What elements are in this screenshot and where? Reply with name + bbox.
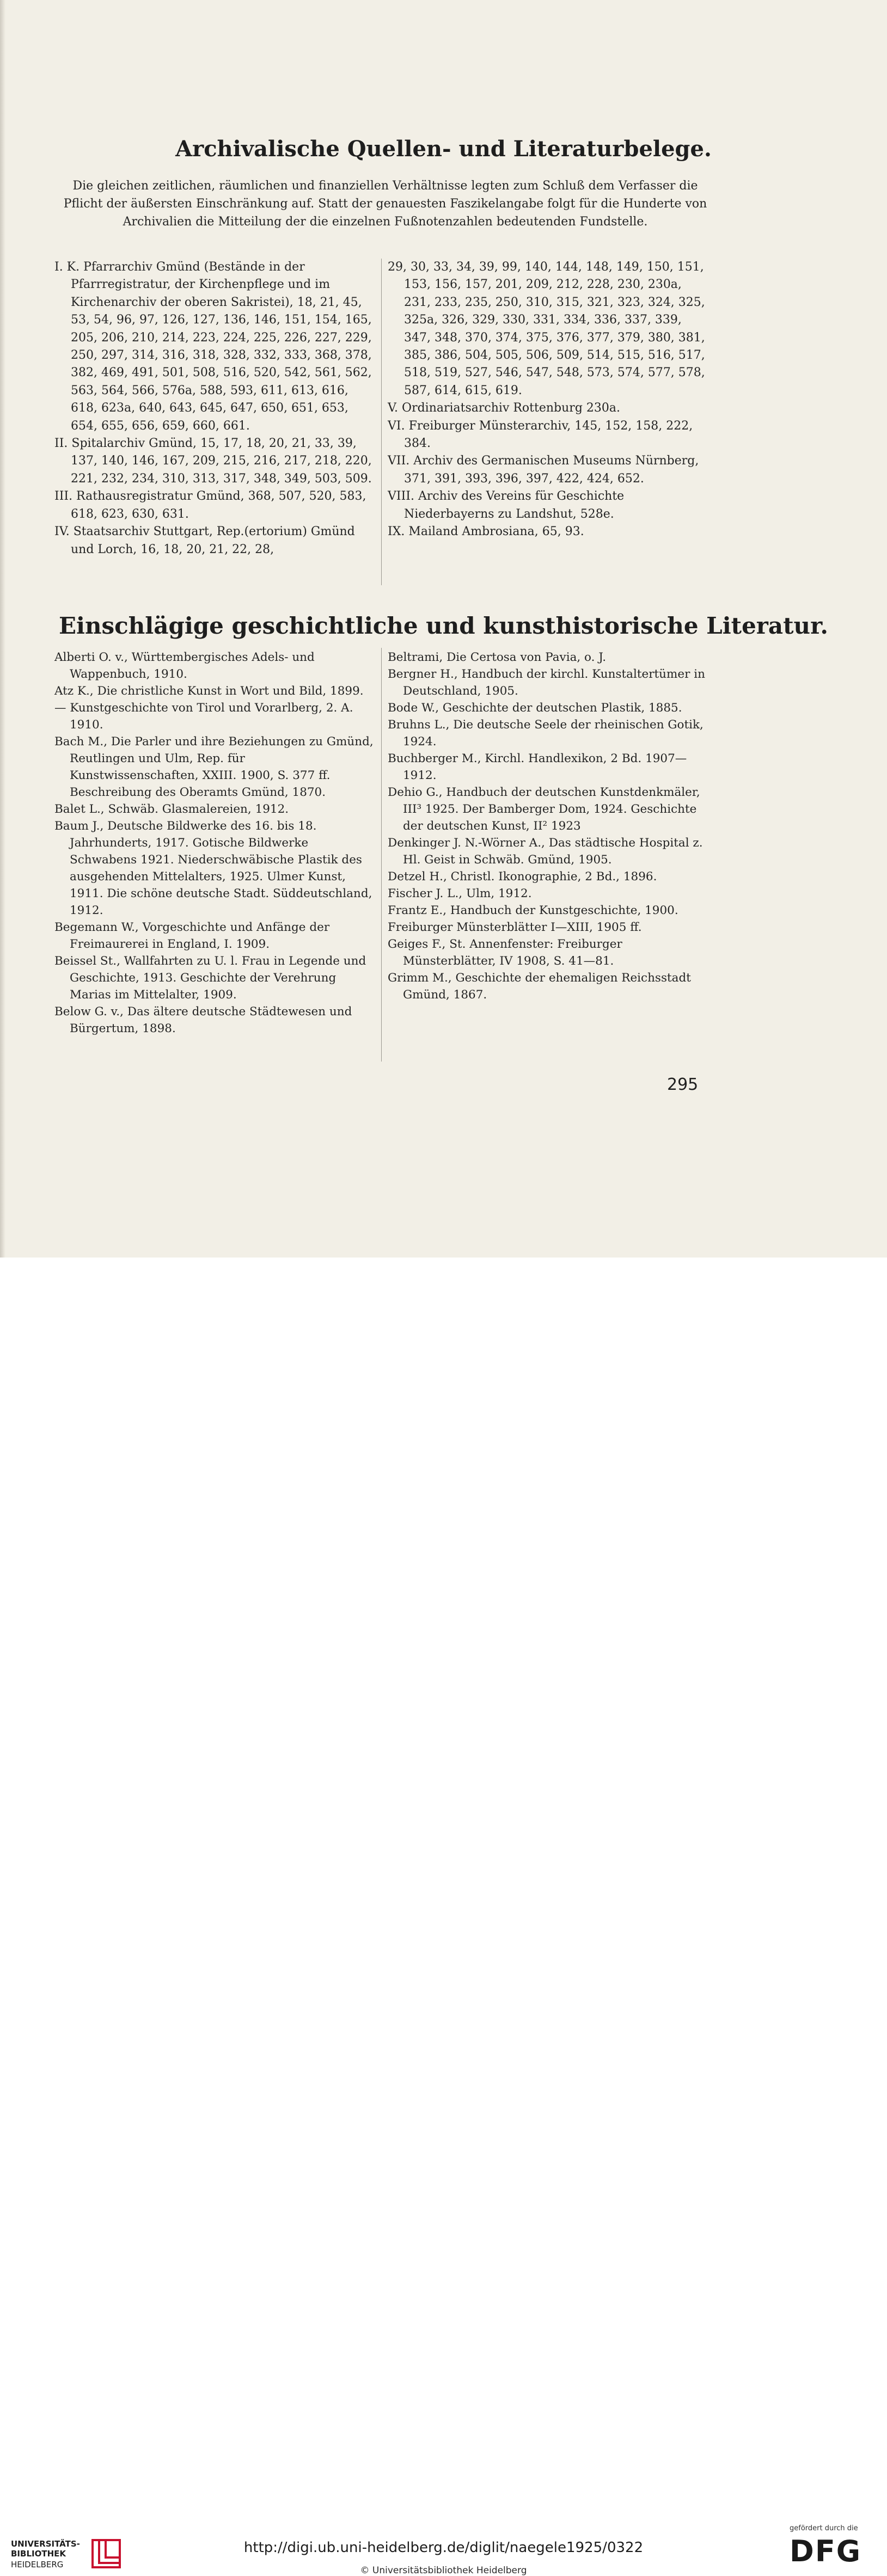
- literature-entry: Bergner H., Handbuch der kirchl. Kunstaltertümer in Deutschland, 1905.: [388, 667, 705, 698]
- column-divider: [381, 259, 382, 585]
- archive-entry: VII. Archiv des Germanischen Museums Nürnberg, 371, 391, 393, 396, 397, 422, 424, 652.: [388, 454, 699, 486]
- page-number: 295: [667, 1075, 699, 1094]
- archive-entry: IV. Staatsarchiv Stuttgart, Rep.(ertorium) Gmünd und Lorch, 16, 18, 20, 21, 22, 28,: [54, 525, 355, 556]
- heading-sources: Archivalische Quellen- und Literaturbelege.: [175, 136, 712, 162]
- literature-entry: Begemann W., Vorgeschichte und Anfänge der Freimaurerei in England, I. 1909.: [54, 921, 330, 951]
- literature-entry: Beltrami, Die Certosa von Pavia, o. J.: [388, 651, 607, 664]
- literature-entry: — Kunstgeschichte von Tirol und Vorarlberg, 2. A. 1910.: [54, 701, 353, 732]
- archives-column-left: [54, 259, 376, 559]
- intro-paragraph: Die gleichen zeitlichen, räumlichen und finanziellen Verhältnisse legten zum Schluß dem Verfasser die Pflicht der äußersten Einschränkung auf. Statt der genauesten Faszikelangabe folgt für die Hunderte von Archivalien die Mitteilung der die einzelnen Fußnotenzahlen bedeutenden Fundstelle.: [63, 179, 707, 229]
- literature-entry: Alberti O. v., Württembergisches Adels- und Wappenbuch, 1910.: [54, 651, 315, 681]
- archives-column-right: [388, 259, 709, 541]
- literature-entry: Frantz E., Handbuch der Kunstgeschichte, 1900.: [388, 904, 678, 917]
- permalink-url[interactable]: http://digi.ub.uni-heidelberg.de/diglit/naegele1925/0322: [243, 2540, 644, 2556]
- literature-entry: Baum J., Deutsche Bildwerke des 16. bis 18. Jahrhunderts, 1917. Gotische Bildwerke Schwabens 1921. Niederschwäbische Plastik des ausgehenden Mittelalters, 1925. Ulmer Kunst, 1911. Die schöne deutsche Stadt. Süddeutschland, 1912.: [54, 819, 372, 917]
- literature-entry: Bode W., Geschichte der deutschen Plastik, 1885.: [388, 701, 682, 715]
- literature-entry: Denkinger J. N.-Wörner A., Das städtische Hospital z. Hl. Geist in Schwäb. Gmünd, 1905.: [388, 836, 703, 867]
- literature-entry: Balet L., Schwäb. Glasmalereien, 1912.: [54, 802, 289, 816]
- literature-column-left: [54, 649, 376, 1037]
- archive-entry: 29, 30, 33, 34, 39, 99, 140, 144, 148, 149, 150, 151, 153, 156, 157, 201, 209, 212, 228, 230, 230a, 231, 233, 235, 250, 310, 315, 321, 323, 324, 325, 325a, 326, 329, 330, 331, 334, 336, 337, 339, 347, 348, 370, 374, 375, 376, 377, 379, 380, 381, 385, 386, 504, 505, 506, 509, 514, 515, 516, 517, 518, 519, 527, 546, 547, 548, 573, 574, 577, 578, 587, 614, 615, 619.: [388, 260, 705, 397]
- dfg-logo: DFG: [790, 2534, 862, 2568]
- library-name-line1: UNIVERSITÄTS-: [11, 2539, 80, 2549]
- archive-entry: I. K. Pfarrarchiv Gmünd (Bestände in der Pfarrregistratur, der Kirchenpflege und im Kirchenarchiv der oberen Sakristei), 18, 21, 45, 53, 54, 96, 97, 126, 127, 136, 146, 151, 154, 165, 205, 206, 210, 214, 223, 224, 225, 226, 227, 229, 250, 297, 314, 316, 318, 328, 332, 333, 368, 378, 382, 469, 491, 501, 508, 516, 520, 542, 561, 562, 563, 564, 566, 576a, 588, 593, 611, 613, 616, 618, 623a, 640, 643, 645, 647, 650, 651, 653, 654, 655, 656, 659, 660, 661.: [54, 260, 372, 433]
- literature-entry: Grimm M., Geschichte der ehemaligen Reichsstadt Gmünd, 1867.: [388, 971, 691, 1002]
- literature-entry: Below G. v., Das ältere deutsche Städtewesen und Bürgertum, 1898.: [54, 1005, 352, 1035]
- archive-entry: IX. Mailand Ambrosiana, 65, 93.: [388, 525, 584, 539]
- literature-entry: Beissel St., Wallfahrten zu U. l. Frau in Legende und Geschichte, 1913. Geschichte der Verehrung Marias im Mittelalter, 1909.: [54, 954, 366, 1002]
- column-divider: [381, 648, 382, 1062]
- archive-entry: VIII. Archiv des Vereins für Geschichte Niederbayerns zu Landshut, 528e.: [388, 489, 625, 521]
- archive-entry: III. Rathausregistratur Gmünd, 368, 507, 520, 583, 618, 623, 630, 631.: [54, 489, 366, 521]
- literature-entry: Buchberger M., Kirchl. Handlexikon, 2 Bd. 1907—1912.: [388, 752, 687, 782]
- copyright-notice: © Universitätsbibliothek Heidelberg: [360, 2565, 527, 2576]
- literature-entry: Fischer J. L., Ulm, 1912.: [388, 887, 532, 900]
- funding-caption: gefördert durch die: [790, 2524, 858, 2532]
- library-name-line3: HEIDELBERG: [11, 2560, 64, 2569]
- literature-entry: Atz K., Die christliche Kunst in Wort und Bild, 1899.: [54, 684, 364, 698]
- literature-column-right: [388, 649, 709, 1003]
- archive-entry: V. Ordinariatsarchiv Rottenburg 230a.: [388, 401, 620, 415]
- viewer-footer: [0, 1258, 887, 2576]
- literature-entry: Freiburger Münsterblätter I—XIII, 1905 ff.: [388, 921, 642, 934]
- heading-literature: Einschlägige geschichtliche und kunsthistorische Literatur.: [59, 612, 828, 639]
- literature-entry: Dehio G., Handbuch der deutschen Kunstdenkmäler, III³ 1925. Der Bamberger Dom, 1924. Geschichte der deutschen Kunst, II² 1923: [388, 786, 700, 833]
- archive-entry: VI. Freiburger Münsterarchiv, 145, 152, 158, 222, 384.: [388, 419, 693, 451]
- scanned-page: [0, 0, 887, 1258]
- literature-entry: Detzel H., Christl. Ikonographie, 2 Bd., 1896.: [388, 870, 657, 884]
- literature-entry: Bruhns L., Die deutsche Seele der rheinischen Gotik, 1924.: [388, 718, 704, 749]
- archive-entry: II. Spitalarchiv Gmünd, 15, 17, 18, 20, 21, 33, 39, 137, 140, 146, 167, 209, 215, 216, 217, 218, 220, 221, 232, 234, 310, 313, 317, 348, 349, 503, 509.: [54, 437, 372, 486]
- literature-entry: Geiges F., St. Annenfenster: Freiburger Münsterblätter, IV 1908, S. 41—81.: [388, 937, 622, 968]
- literature-entry: Bach M., Die Parler und ihre Beziehungen zu Gmünd, Reutlingen und Ulm, Rep. für Kunstwissenschaften, XXIII. 1900, S. 377 ff. Beschreibung des Oberamts Gmünd, 1870.: [54, 735, 374, 799]
- library-name-line2: BIBLIOTHEK: [11, 2549, 66, 2559]
